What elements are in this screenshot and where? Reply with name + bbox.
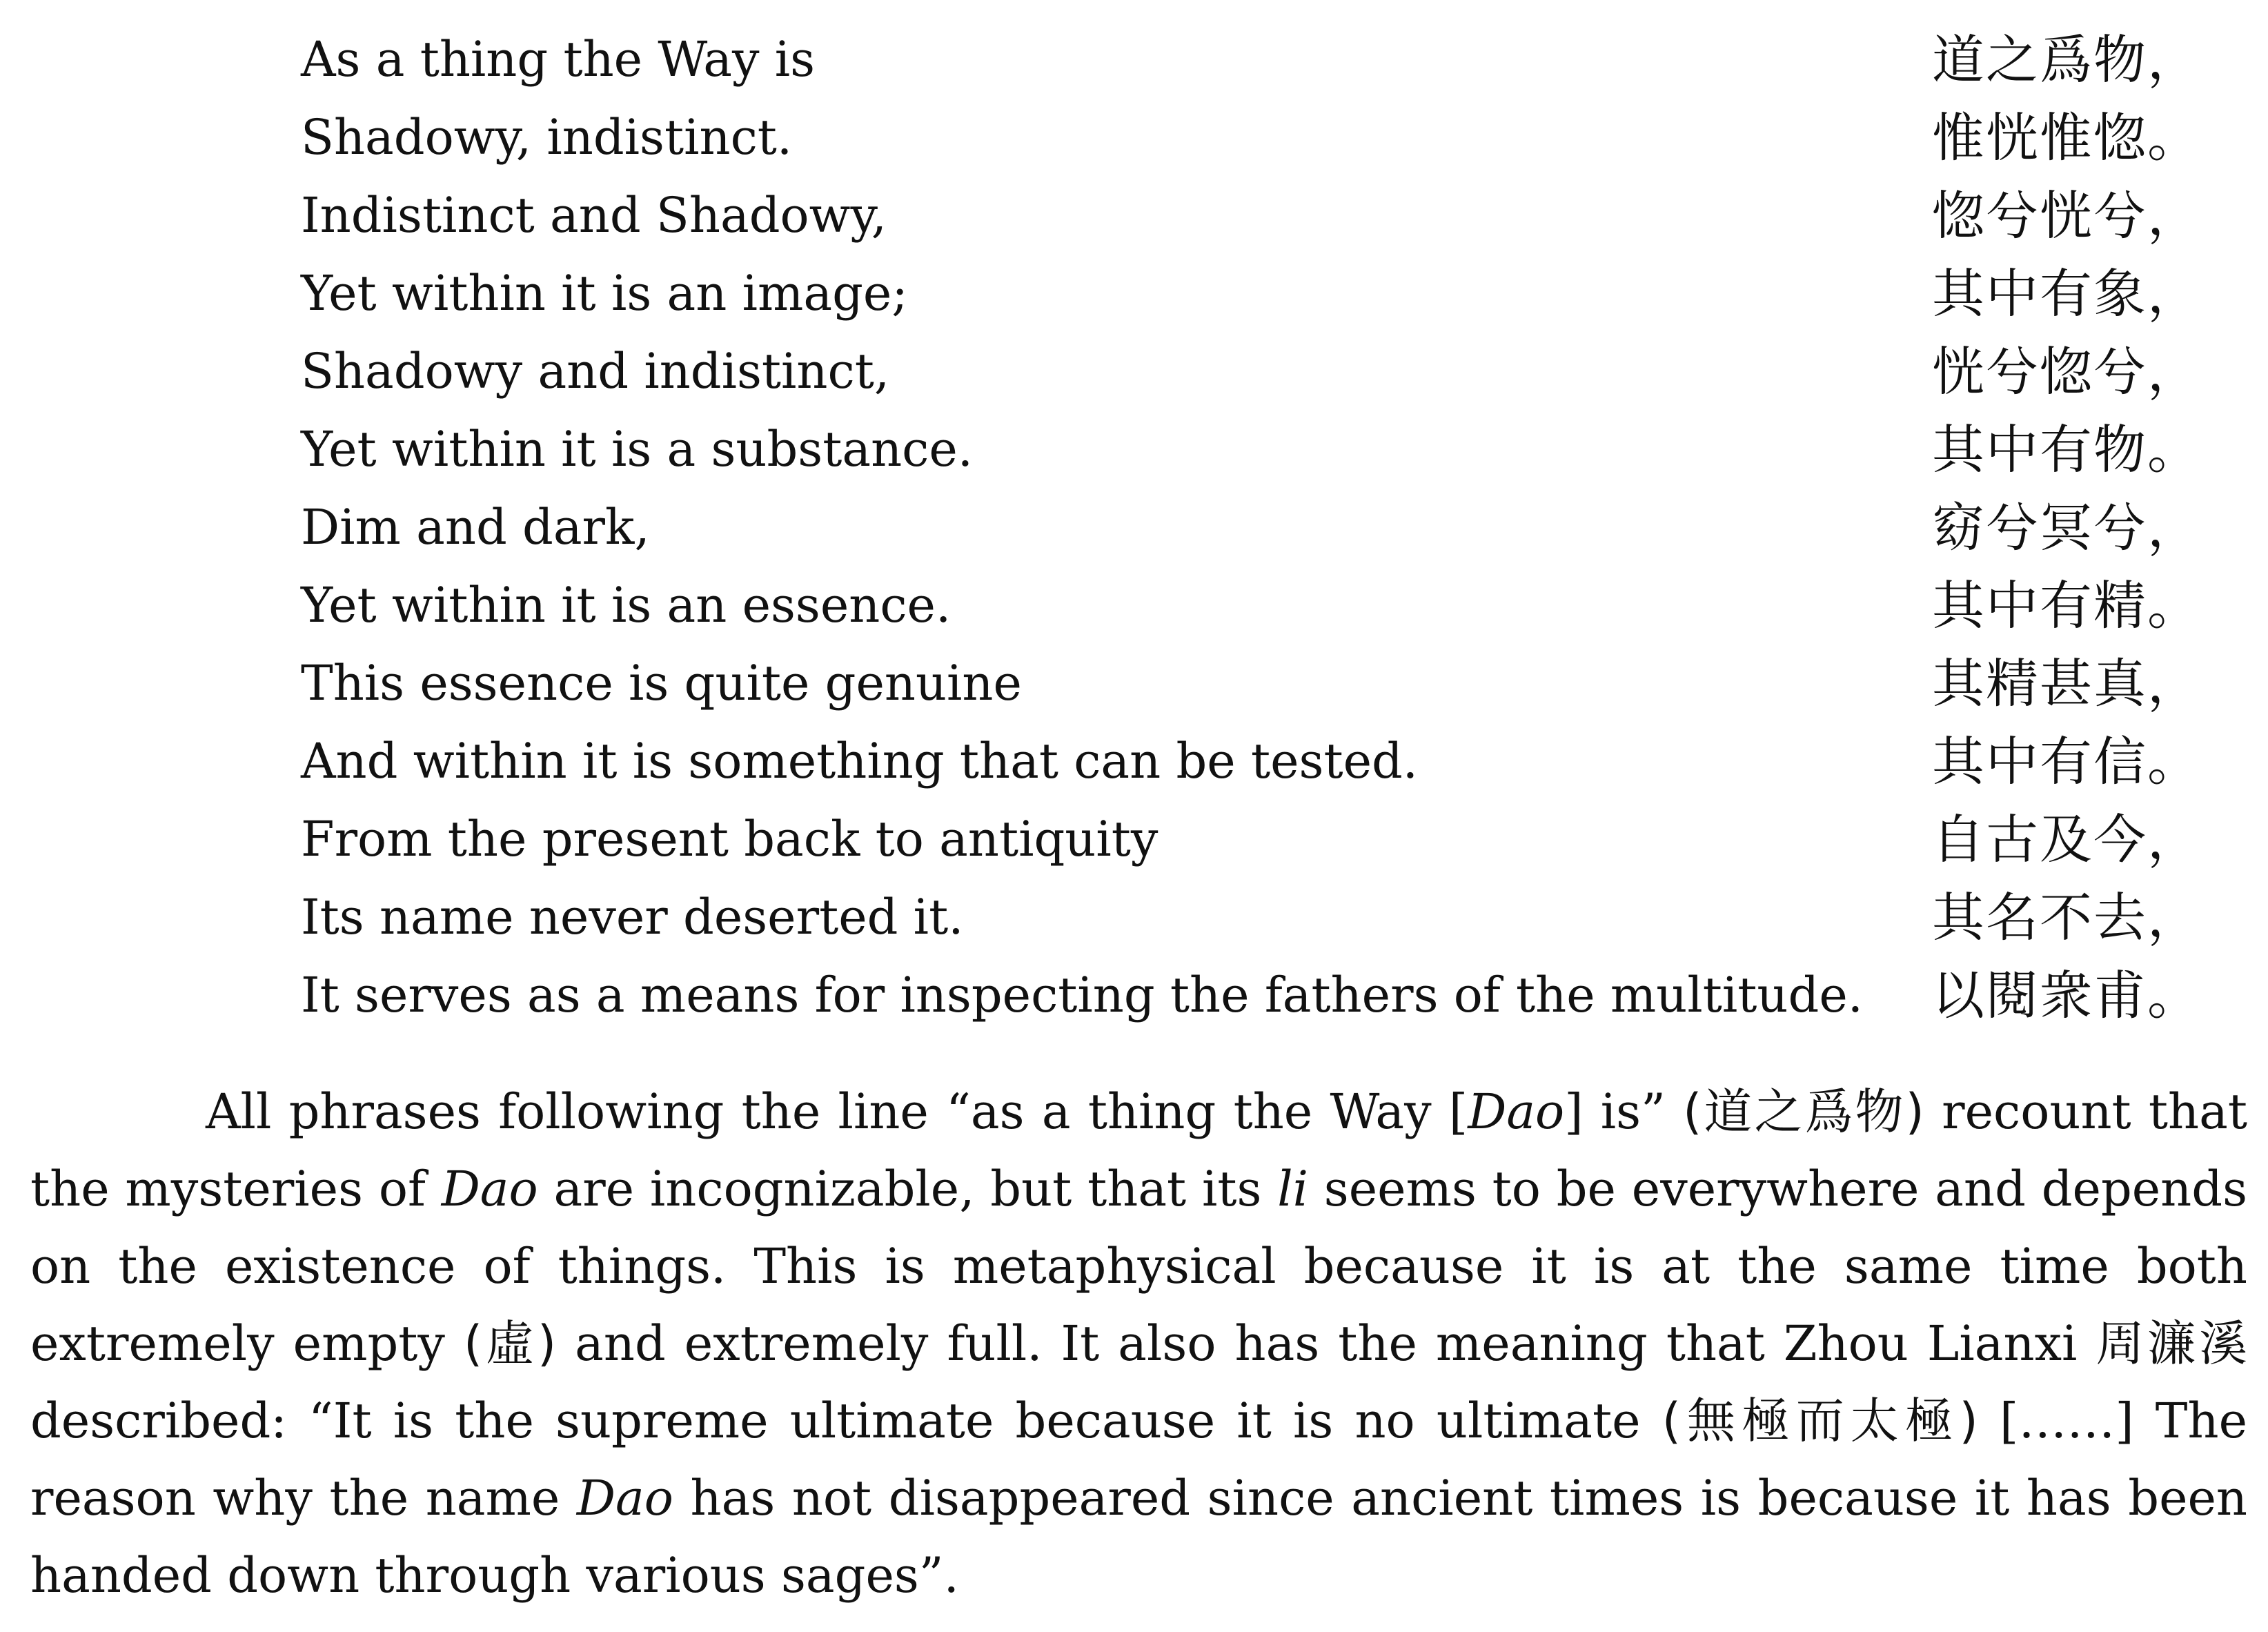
poem-english-line: Shadowy, indistinct. xyxy=(301,109,793,166)
poem-english-line: Shadowy and indistinct, xyxy=(301,343,890,400)
poem-chinese-line: 以閱衆甫。 xyxy=(1932,965,2201,1026)
poem-chinese-line: 自古及今， xyxy=(1932,809,2201,870)
commentary-chinese: (虛) xyxy=(463,1315,557,1372)
poem-chinese-line: 其中有象， xyxy=(1932,263,2201,324)
poem-line xyxy=(0,21,2268,99)
poem-line xyxy=(0,489,2268,567)
poem-english-line: Dim and dark, xyxy=(301,499,650,556)
poem-line xyxy=(0,800,2268,878)
commentary-paragraph xyxy=(30,1073,2247,1614)
bilingual-poem xyxy=(0,21,2268,1034)
commentary-text: ] is” xyxy=(1564,1083,1684,1140)
poem-chinese-line: 其精甚真， xyxy=(1932,653,2201,714)
poem-english-line: From the present back to antiquity xyxy=(301,811,1158,867)
commentary-chinese: 周濂溪 xyxy=(2096,1315,2247,1372)
commentary-text: seems to be everywhere and depends on the existence of things. This is metaphysical because it is at the same time both extremely empty xyxy=(30,1161,2247,1372)
poem-line xyxy=(0,411,2268,489)
poem-english-line: Indistinct and Shadowy, xyxy=(301,187,887,244)
poem-chinese-line: 惚兮恍兮， xyxy=(1932,185,2201,246)
poem-line xyxy=(0,177,2268,255)
poem-line xyxy=(0,255,2268,333)
poem-line xyxy=(0,722,2268,800)
poem-chinese-line: 其名不去， xyxy=(1932,887,2201,948)
commentary-term: Dao xyxy=(441,1161,538,1217)
commentary-text: described: “It is the supreme ultimate because it is no ultimate xyxy=(30,1393,1662,1449)
commentary-text: has not disappeared since ancient times is because it has been handed down through various sages”. xyxy=(30,1470,2248,1604)
commentary-text: are incognizable, but that its xyxy=(538,1161,1278,1217)
poem-line xyxy=(0,956,2268,1034)
poem-english-line: Yet within it is an image; xyxy=(301,265,908,322)
poem-english-line: This essence is quite genuine xyxy=(301,655,1022,711)
poem-english-line: As a thing the Way is xyxy=(301,31,816,88)
commentary-term: li xyxy=(1277,1161,1308,1217)
poem-chinese-line: 惟恍惟惚。 xyxy=(1932,107,2201,168)
poem-line xyxy=(0,567,2268,645)
poem-line xyxy=(0,878,2268,956)
poem-english-line: It serves as a means for inspecting the fathers of the multitude. xyxy=(301,967,1863,1023)
commentary-term: Dao xyxy=(1468,1083,1565,1140)
commentary-text: recount that the mysteries of xyxy=(30,1083,2247,1217)
poem-english-line: Yet within it is an essence. xyxy=(301,577,951,633)
commentary-chinese: (道之爲物) xyxy=(1683,1083,1924,1140)
commentary-chinese: (無極而太極) xyxy=(1661,1393,1978,1449)
commentary-text: [……] The reason why the name xyxy=(30,1393,2248,1526)
poem-chinese-line: 其中有精。 xyxy=(1932,575,2201,636)
commentary-term: Dao xyxy=(576,1470,673,1526)
poem-chinese-line: 其中有信。 xyxy=(1932,731,2201,792)
poem-chinese-line: 窈兮冥兮， xyxy=(1932,497,2201,558)
commentary-text: and extremely full. It also has the meaning that Zhou Lianxi xyxy=(556,1315,2096,1372)
poem-english-line: Its name never deserted it. xyxy=(301,889,964,945)
poem-line xyxy=(0,99,2268,177)
poem-chinese-line: 其中有物。 xyxy=(1932,419,2201,480)
poem-chinese-line: 恍兮惚兮， xyxy=(1932,341,2201,402)
commentary-text: All phrases following the line “as a thing the Way [ xyxy=(206,1083,1468,1140)
poem-english-line: Yet within it is a substance. xyxy=(301,421,974,478)
poem-english-line: And within it is something that can be tested. xyxy=(301,733,1419,789)
poem-line xyxy=(0,333,2268,411)
poem-line xyxy=(0,645,2268,722)
poem-chinese-line: 道之爲物， xyxy=(1932,29,2201,90)
